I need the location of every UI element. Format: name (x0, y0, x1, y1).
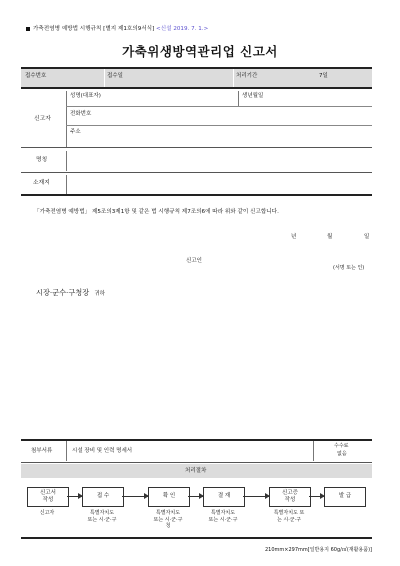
step-label: 작성 (42, 497, 54, 503)
divider (66, 175, 67, 194)
arrow-icon (122, 496, 148, 497)
step-label: 확 인 (162, 493, 176, 500)
location-label: 소재지 (33, 180, 50, 186)
section-line (21, 147, 372, 148)
actor-text: 특별자치도 (210, 510, 236, 516)
date-month: 월 (327, 234, 333, 240)
step-label: 신고증 (282, 489, 298, 496)
addressee-title: 시장·군수·구청장 (36, 288, 90, 297)
actor-text: 는 시·군·구 (276, 516, 302, 523)
page-title: 가축위생방역관리업 신고서 (122, 44, 278, 59)
row-line (66, 106, 372, 107)
applicant-signature-label: 신고인 (186, 258, 202, 264)
step-application (27, 487, 69, 507)
bullet-icon (26, 27, 30, 31)
date-day: 일 (364, 234, 370, 240)
form-reference (26, 24, 208, 32)
processing-period-value: 7일 (319, 73, 328, 79)
receipt-no-label: 접수번호 (25, 73, 47, 79)
form-ref-text: 가축전염병 예방법 시행규칙 [별지 제1호의9서식] (33, 26, 155, 32)
actor-label (27, 510, 67, 517)
processing-period-label: 처리기간 (236, 73, 258, 79)
divider (313, 441, 314, 461)
business-name-label: 명칭 (36, 157, 48, 163)
birth-label: 생년월일 (242, 93, 264, 99)
actor-label (198, 510, 248, 523)
step-issuance (324, 487, 366, 507)
addressee-suffix: 귀하 (94, 291, 105, 297)
paper-spec: 210mm×297mm[일반용지 60g/㎡(재활용품)] (264, 547, 372, 553)
actor-text: 또는 시·군·구 (208, 516, 238, 523)
divider (66, 91, 67, 147)
actor-text: 또는 시·군·구 (87, 516, 117, 523)
actor-label (262, 510, 316, 523)
step-label: 작성 (284, 497, 296, 503)
step-certificate (269, 487, 311, 507)
attachments-content: 시설 장비 및 인력 명세서 (72, 448, 133, 454)
actor-text: 특별자치도 (89, 510, 115, 516)
step-label: 발 급 (338, 493, 352, 500)
step-approval (203, 487, 245, 507)
applicant-section-label: 신고자 (34, 116, 51, 122)
actor-text: 또는 시·군·구 (153, 516, 183, 523)
divider (104, 69, 105, 87)
actor-label (77, 510, 127, 523)
fee-value: 없음 (337, 451, 347, 457)
signature-note: (서명 또는 인) (333, 265, 365, 271)
section-bottom-border (21, 194, 372, 196)
revision-note: <신설 2019. 7. 1.> (156, 26, 209, 32)
arrow-icon (309, 496, 324, 497)
attachments-top-border (21, 439, 372, 441)
divider (66, 441, 67, 461)
step-label: 결 재 (217, 493, 231, 500)
divider (238, 91, 239, 106)
address-label: 주소 (70, 129, 81, 135)
arrow-icon (188, 496, 203, 497)
procedure-title: 처리절차 (185, 468, 207, 474)
actor-label (143, 510, 193, 530)
step-label: 신고서 (40, 489, 56, 496)
actor-text: 신고자 (39, 510, 55, 516)
fee-label: 수수료 (334, 443, 349, 449)
divider (233, 69, 234, 87)
name-label: 성명(대표자) (70, 93, 101, 99)
step-review (148, 487, 190, 507)
step-label: 접 수 (96, 493, 110, 500)
arrow-icon (67, 496, 82, 497)
receipt-bottom-border (21, 87, 372, 89)
section-line (21, 462, 372, 463)
row-line (66, 125, 372, 126)
actor-text: 특별자치도 또 (273, 510, 305, 516)
arrow-icon (243, 496, 269, 497)
actor-text: 청 (165, 523, 171, 529)
actor-text: 특별자치도 (155, 510, 181, 516)
phone-label: 전화번호 (70, 111, 92, 117)
date-year: 년 (291, 234, 297, 240)
addressee (36, 280, 105, 299)
attachments-label: 첨부서류 (31, 448, 53, 454)
declaration-statement: 「가축전염병 예방법」 제5조의3제1항 및 같은 법 시행규칙 제7조의6에 따라 위와 같이 신고합니다. (34, 209, 279, 215)
receipt-date-label: 접수일 (107, 73, 123, 79)
step-receipt (82, 487, 124, 507)
divider (66, 151, 67, 171)
bottom-border (21, 537, 372, 539)
section-line (21, 172, 372, 173)
